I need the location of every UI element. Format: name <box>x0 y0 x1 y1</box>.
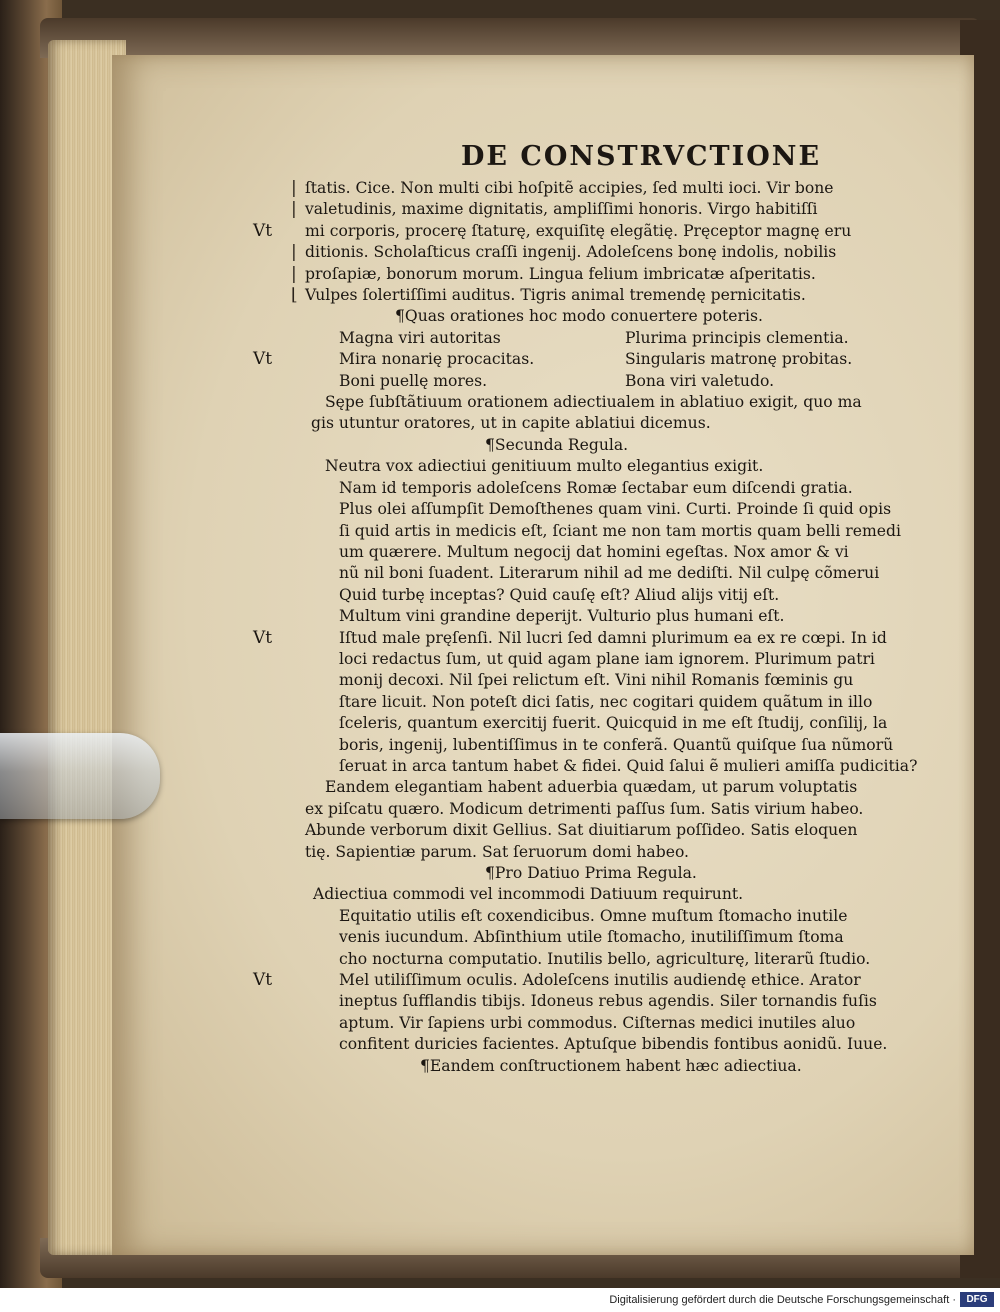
text-line: | ditionis. Scholaſticus craſſi ingenij. Adoleſcens bonę indolis, nobilis <box>291 242 837 263</box>
dfg-logo: DFG <box>960 1292 994 1307</box>
text-line: cho nocturna computatio. Inutilis bello, agriculturę, literarũ ſtudio. <box>339 949 871 968</box>
text-line: mi corporis, procerę ſtaturę, exquiſitę elegãtię. Pręceptor magnę eru <box>305 221 852 240</box>
brace-mark: | <box>291 242 297 263</box>
text-line: venis iucundum. Abſinthium utile ſtomacho, inutiliſſimum ſtoma <box>339 928 844 947</box>
text-line: nũ nil boni ſuadent. Literarum nihil ad me dediſti. Nil culpę cõmerui <box>339 564 880 583</box>
text-line: Nam id temporis adoleſcens Romæ ſectabar eum diſcendi gratia. <box>339 478 853 497</box>
section-title-eandem-constructionem: ¶Eandem conſtructionem habent hæc adiectiua. <box>420 1056 802 1075</box>
paragraph-line: gis utuntur oratores, ut in capite ablatiui dicemus. <box>311 414 711 433</box>
two-column-examples <box>253 328 917 392</box>
text-line: | ſtatis. Cice. Non multi cibi hoſpitẽ accipies, ſed multi ioci. Vir bone <box>291 178 834 198</box>
paragraph-line: Abunde verborum dixit Gellius. Sat diuitiarum poſſideo. Satis eloquen <box>305 821 858 840</box>
text-line: | proſapiæ, bonorum morum. Lingua felium imbricatæ aſperitatis. <box>291 263 816 284</box>
brace-mark: ⌊ <box>291 285 298 306</box>
page-heading: DE CONSTRVCTIONE <box>460 141 822 172</box>
example-block-3 <box>253 906 917 1056</box>
text-line: Quid turbę inceptas? Quid cauſę eſt? Aliud alijs vitij eſt. <box>339 585 780 604</box>
two-col-row: Mira nonarię procacitas. Singularis matronę probitas. <box>339 350 853 369</box>
section-intro: Neutra vox adiectiui genitiuum multo elegantius exigit. <box>325 457 764 476</box>
section-title-secunda-regula: ¶Secunda Regula. <box>485 435 629 454</box>
text-line: aptum. Vir ſapiens urbi commodus. Ciſternas medici inutiles aluo <box>339 1013 856 1032</box>
example-block-1 <box>253 178 917 306</box>
text-line: um quærere. Multum negocij dat homini egeſtas. Nox amor & vi <box>339 542 849 561</box>
text-line: Equitatio utilis eſt coxendicibus. Omne muſtum ſtomacho inutile <box>339 906 848 925</box>
brace-mark: | <box>291 263 297 284</box>
brace-mark: | <box>291 178 297 198</box>
two-col-row: Boni puellę mores. Bona viri valetudo. <box>339 371 775 390</box>
brace-mark: | <box>291 199 297 220</box>
text-line: ſi quid artis in medicis eſt, ſciant me non tam mortis quam belli remedi <box>339 521 901 540</box>
section-title-pro-datiuo: ¶Pro Datiuo Prima Regula. <box>485 864 697 882</box>
text-line: Multum vini grandine deperijt. Vulturio plus humani eſt. <box>339 607 785 626</box>
text-line: Plus olei aſſumpſit Demoſthenes quam vini. Curti. Proinde ſi quid opis <box>339 500 892 519</box>
vt-marker: Vt <box>253 627 273 648</box>
section-intro: Adiectiua commodi vel incommodi Datiuum requirunt. <box>313 885 744 904</box>
two-col-row: Magna viri autoritas Plurima principis clementia. <box>339 328 849 347</box>
vt-marker: Vt <box>253 348 273 369</box>
text-line: monij decoxi. Nil ſpei relictum eſt. Vini nihil Romanis fœminis gu <box>339 671 854 690</box>
paragraph-line: Sępe ſubſtãtiuum orationem adiectiualem in ablatiuo exigit, quo ma <box>325 393 862 412</box>
subheading-quas-orationes: ¶Quas orationes hoc modo conuertere poteris. <box>395 307 763 326</box>
book-board-top <box>40 18 980 58</box>
text-line: ſceleris, quantum exercitij fuerit. Quicquid in me eſt ſtudij, conſilij, la <box>339 714 888 733</box>
text-line: loci redactus ſum, ut quid agam plane iam ignorem. Plurimum patri <box>339 649 875 668</box>
footer-bar <box>0 1288 1000 1312</box>
text-line: ineptus ſufflandis tibijs. Idoneus rebus agendis. Siler tornandis fuſis <box>339 992 877 1011</box>
page-text-block <box>253 140 918 1077</box>
text-line: Mel utiliſſimum oculis. Adoleſcens inutilis audiendę ethice. Arator <box>339 971 861 990</box>
text-line: ſeruat in arca tantum habet & fidei. Quid ſalui ẽ mulieri amiſſa pudicitia? <box>339 756 918 775</box>
text-line: confitent duricies facientes. Aptuſque bibendis fontibus aonidũ. Iuue. <box>339 1035 888 1054</box>
text-line: boris, ingenij, lubentiſſimus in te conferã. Quantũ quiſque ſua nũmorũ <box>339 735 894 754</box>
example-block-2 <box>253 478 918 778</box>
funding-credit: Digitalisierung gefördert durch die Deutsche Forschungsgemeinschaft · <box>609 1294 956 1306</box>
text-line: ſtare licuit. Non poteſt dici ſatis, nec cogitari quidem quãtum in illo <box>339 692 873 711</box>
text-line: | valetudinis, maxime dignitatis, ampliſſimi honoris. Virgo habitiſſi <box>291 199 818 220</box>
vt-marker: Vt <box>253 969 273 990</box>
paragraph-line: ex piſcatu quæro. Modicum detrimenti paſſus ſum. Satis virium habeo. <box>305 799 864 818</box>
vt-marker: Vt <box>253 221 273 241</box>
text-line: ⌊ Vulpes ſolertiſſimi auditus. Tigris animal tremendę pernicitatis. <box>291 285 806 306</box>
paragraph-line: Eandem elegantiam habent aduerbia quædam, ut parum voluptatis <box>325 778 858 797</box>
paragraph-line: tię. Sapientiæ parum. Sat ſeruorum domi habeo. <box>305 842 690 861</box>
glass-page-weight <box>0 733 160 819</box>
text-line: Iſtud male pręſenſi. Nil lucri ſed damni plurimum ea ex re cœpi. In id <box>339 628 887 647</box>
